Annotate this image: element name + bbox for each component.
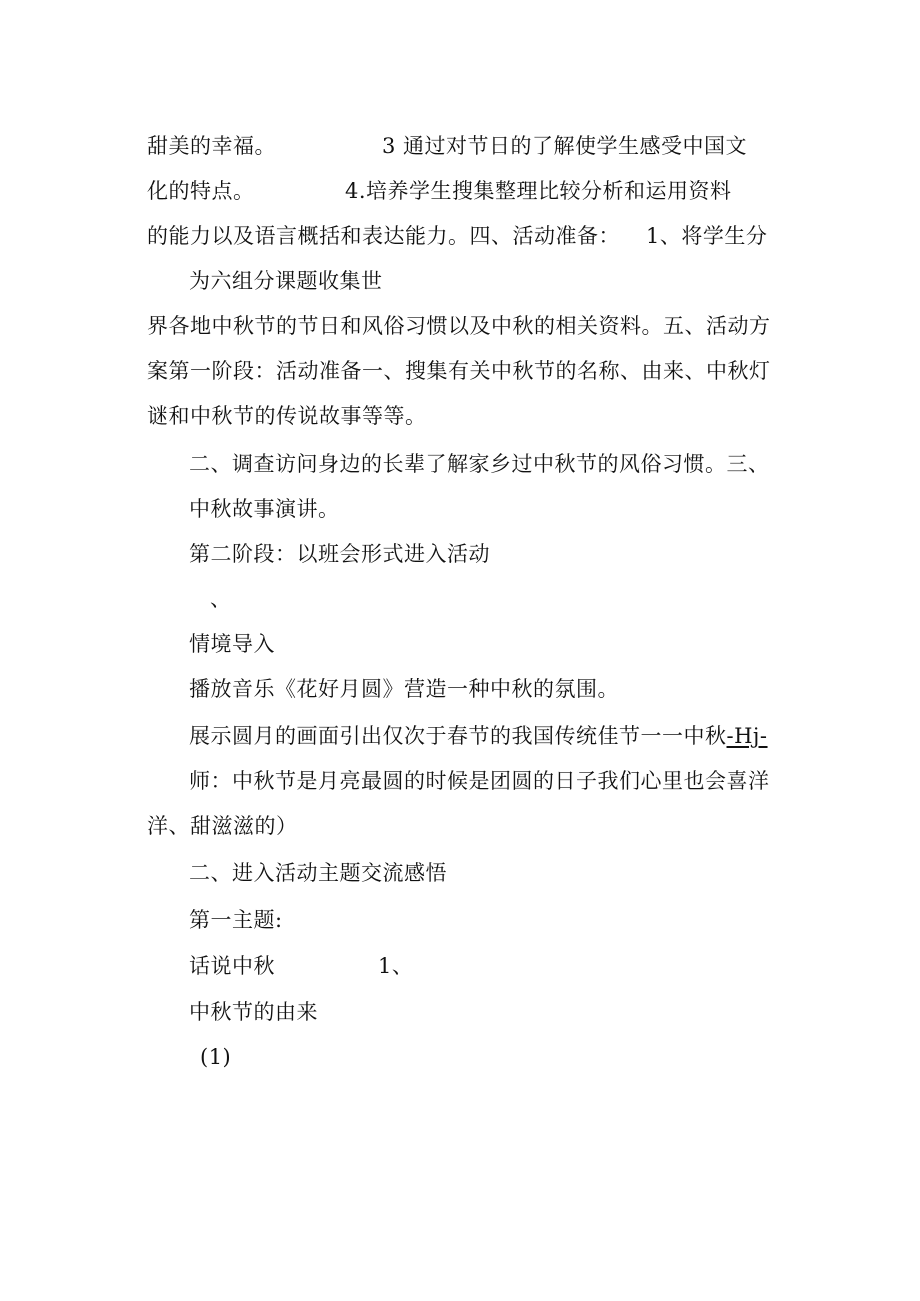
text-line: 二、调查访问身边的长辈了解家乡过中秋节的风俗习惯。三、 <box>189 452 770 476</box>
text-line: 1、 <box>378 954 414 978</box>
underlined-fragment: -Hj- <box>726 724 768 748</box>
text-line: 4.培养学生搜集整理比较分析和运用资料 <box>345 179 732 203</box>
text-line: 第一主题: <box>189 908 283 932</box>
text-line: 的能力以及语言概括和表达能力。四、活动准备： <box>147 224 620 248</box>
text-line <box>189 722 768 750</box>
text-line: 为六组分课题收集世 <box>189 269 383 293</box>
text-line: 甜美的幸福。 <box>147 134 276 158</box>
text-line: 情境导入 <box>189 632 275 656</box>
text-line: 1、将学生分 <box>646 224 768 248</box>
text-line: 化的特点。 <box>147 179 255 203</box>
text-line: 二、进入活动主题交流感悟 <box>189 861 447 885</box>
text-line: 界各地中秋节的节日和风俗习惯以及中秋的相关资料。五、活动方 <box>147 314 771 338</box>
text-line: 中秋故事演讲。 <box>189 497 340 521</box>
text-line: (1) <box>200 1045 232 1069</box>
text-line-main: 展示圆月的画面引出仅次于春节的我国传统佳节一一中秋 <box>189 724 727 748</box>
text-line: 谜和中秋节的传说故事等等。 <box>147 404 427 428</box>
text-line: 3 通过对节日的了解使学生感受中国文 <box>382 134 748 158</box>
text-line: 师：中秋节是月亮最圆的时候是团圆的日子我们心里也会喜洋 <box>189 769 770 793</box>
text-line: 洋、甜滋滋的） <box>147 814 298 838</box>
text-line: 第二阶段：以班会形式进入活动 <box>189 542 490 566</box>
text-line: 播放音乐《花好月圆》营造一种中秋的氛围。 <box>189 677 619 701</box>
text-line: 、 <box>210 587 232 611</box>
text-line: 话说中秋 <box>189 954 275 978</box>
text-line: 案第一阶段：活动准备一、搜集有关中秋节的名称、由来、中秋灯 <box>147 359 771 383</box>
text-line: 中秋节的由来 <box>189 1000 318 1024</box>
